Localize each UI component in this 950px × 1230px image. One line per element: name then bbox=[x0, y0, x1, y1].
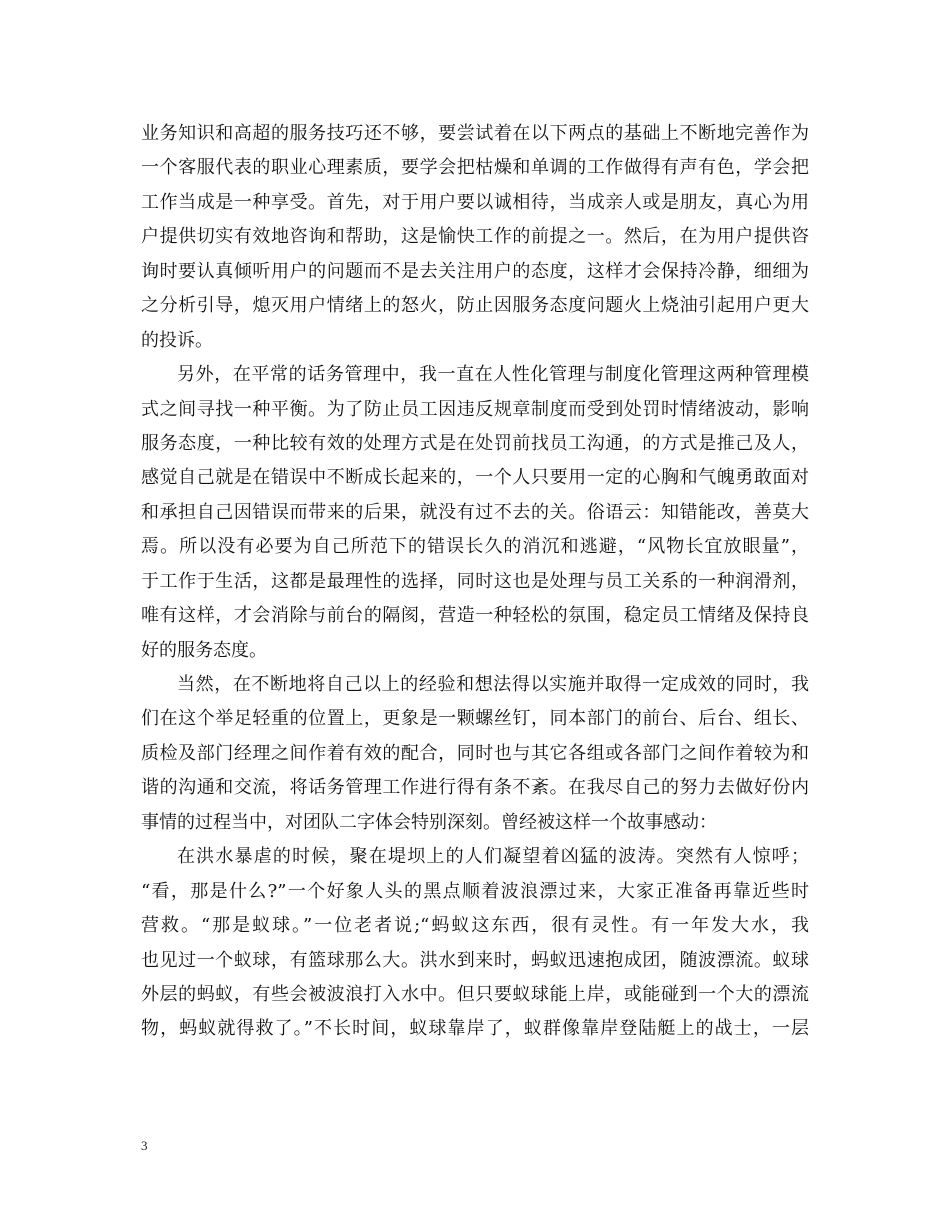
text-line: 当然，在不断地将自己以上的经验和想法得以实施并取得一定成效的同时，我 bbox=[177, 674, 809, 695]
text-line: 和承担自己因错误而带来的后果，就没有过不去的关。俗语云：知错能改，善莫大 bbox=[141, 501, 809, 523]
text-line: 事情的过程当中，对团队二字体会特别深刻。曾经被这样一个故事感动： bbox=[141, 811, 717, 833]
text-line: 营救。“那是蚁球。”一位老者说;“蚂蚁这东西，很有灵性。有一年发大水，我 bbox=[141, 915, 809, 937]
paragraph bbox=[141, 668, 809, 840]
text-line: 外层的蚂蚁，有些会被波浪打入水中。但只要蚁球能上岸，或能碰到一个大的漂流 bbox=[141, 983, 809, 1005]
text-line: 感觉自己就是在错误中不断成长起来的，一个人只要用一定的心胸和气魄勇敢面对 bbox=[141, 467, 809, 489]
text-line: 询时要认真倾听用户的问题而不是去关注用户的态度，这样才会保持冷静，细细为 bbox=[141, 260, 809, 282]
text-line: 好的服务态度。 bbox=[141, 639, 267, 661]
paragraph bbox=[141, 117, 809, 358]
text-line: 的投诉。 bbox=[141, 329, 213, 351]
text-line: 服务态度，一种比较有效的处理方式是在处罚前找员工沟通，的方式是推己及人， bbox=[141, 432, 809, 454]
text-line: 业务知识和高超的服务技巧还不够，要尝试着在以下两点的基础上不断地完善作为 bbox=[141, 123, 809, 144]
text-line: 谐的沟通和交流，将话务管理工作进行得有条不紊。在我尽自己的努力去做好份内 bbox=[141, 777, 809, 799]
paragraph bbox=[141, 358, 809, 668]
text-line: 们在这个举足轻重的位置上，更象是一颗螺丝钉，同本部门的前台、后台、组长、 bbox=[141, 708, 809, 730]
text-line: 工作当成是一种享受。首先，对于用户要以诚相待，当成亲人或是朋友，真心为用 bbox=[141, 191, 809, 213]
text-line: 也见过一个蚁球，有篮球那么大。洪水到来时，蚂蚁迅速抱成团，随波漂流。蚁球 bbox=[141, 949, 809, 971]
page-number: 3 bbox=[141, 1138, 148, 1153]
text-line: 另外，在平常的话务管理中，我一直在人性化管理与制度化管理这两种管理模 bbox=[177, 364, 809, 386]
text-line: 唯有这样，才会消除与前台的隔阂，营造一种轻松的氛围，稳定员工情绪及保持良 bbox=[141, 605, 809, 627]
text-line: “看，那是什么?”一个好象人头的黑点顺着波浪漂过来，大家正准备再靠近些时 bbox=[141, 880, 809, 902]
document-body bbox=[141, 117, 809, 1047]
text-line: 焉。所以没有必要为自己所范下的错误长久的消沉和逃避，“风物长宜放眼量”， bbox=[141, 536, 809, 558]
text-line: 户提供切实有效地咨询和帮助，这是愉快工作的前提之一。然后，在为用户提供咨 bbox=[141, 226, 809, 248]
text-line: 式之间寻找一种平衡。为了防止员工因违反规章制度而受到处罚时情绪波动，影响 bbox=[141, 398, 809, 420]
text-line: 一个客服代表的职业心理素质，要学会把枯燥和单调的工作做得有声有色，学会把 bbox=[141, 157, 809, 179]
text-line: 于工作于生活，这都是最理性的选择，同时这也是处理与员工关系的一种润滑剂， bbox=[141, 570, 809, 592]
text-line: 之分析引导，熄灭用户情绪上的怒火，防止因服务态度问题火上烧油引起用户更大 bbox=[141, 295, 809, 317]
text-line: 质检及部门经理之间作着有效的配合，同时也与其它各组或各部门之间作着较为和 bbox=[141, 742, 809, 764]
text-line: 物，蚂蚁就得救了。”不长时间，蚁球靠岸了，蚁群像靠岸登陆艇上的战士，一层 bbox=[141, 1018, 809, 1040]
paragraph bbox=[141, 840, 809, 1047]
text-line: 在洪水暴虐的时候，聚在堤坝上的人们凝望着凶猛的波涛。突然有人惊呼； bbox=[177, 846, 809, 868]
